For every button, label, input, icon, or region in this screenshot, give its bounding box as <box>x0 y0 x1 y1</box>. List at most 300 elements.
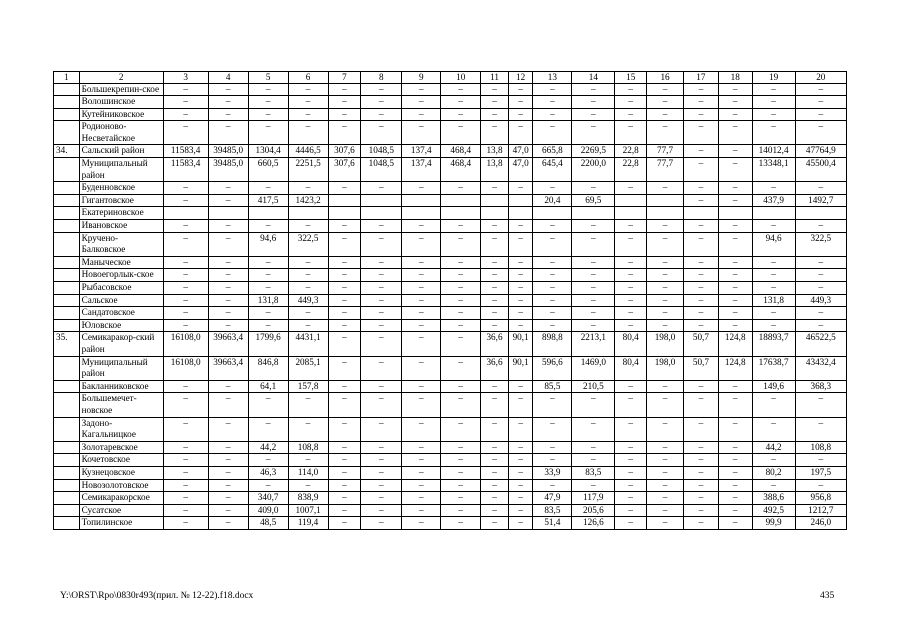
value-cell: – <box>361 441 402 454</box>
territory-name-cell: Кузнецовское <box>79 466 163 479</box>
value-cell: 47,0 <box>508 145 533 158</box>
value-cell: 11583,4 <box>163 158 208 182</box>
value-cell: – <box>718 466 752 479</box>
value-cell <box>248 207 288 220</box>
value-cell: – <box>402 232 441 256</box>
value-cell: – <box>361 380 402 393</box>
value-cell: – <box>718 492 752 505</box>
value-cell: – <box>288 121 328 145</box>
value-cell: – <box>441 282 481 295</box>
row-number-cell <box>54 307 80 320</box>
value-cell: – <box>361 220 402 233</box>
value-cell: – <box>481 83 509 96</box>
value-cell: – <box>163 307 208 320</box>
value-cell: – <box>615 182 647 195</box>
territory-name-cell: Кочетовское <box>79 454 163 467</box>
value-cell: 47,9 <box>533 492 572 505</box>
value-cell: 46,3 <box>248 466 288 479</box>
value-cell: – <box>361 479 402 492</box>
value-cell: – <box>615 282 647 295</box>
value-cell: – <box>163 294 208 307</box>
value-cell: – <box>248 108 288 121</box>
footer-file-path: Y:\ORST\Rpo\0830r493(прил. № 12-22).f18.docx <box>60 591 254 601</box>
value-cell: – <box>508 441 533 454</box>
value-cell: – <box>163 256 208 269</box>
value-cell: – <box>508 108 533 121</box>
value-cell: – <box>248 269 288 282</box>
value-cell: – <box>481 319 509 332</box>
value-cell: 449,3 <box>795 294 846 307</box>
row-number-cell <box>54 479 80 492</box>
value-cell: – <box>328 307 361 320</box>
value-cell: 1212,7 <box>795 504 846 517</box>
value-cell: – <box>718 232 752 256</box>
value-cell: – <box>361 504 402 517</box>
value-cell: – <box>361 307 402 320</box>
value-cell <box>208 207 248 220</box>
value-cell: – <box>683 194 718 207</box>
value-cell: – <box>441 220 481 233</box>
value-cell: – <box>441 466 481 479</box>
value-cell: 131,8 <box>248 294 288 307</box>
value-cell: – <box>208 380 248 393</box>
value-cell: – <box>361 319 402 332</box>
value-cell <box>481 207 509 220</box>
value-cell: – <box>328 220 361 233</box>
value-cell: – <box>572 108 615 121</box>
value-cell: – <box>572 96 615 109</box>
value-cell: – <box>163 466 208 479</box>
value-cell: – <box>402 479 441 492</box>
value-cell: – <box>441 479 481 492</box>
value-cell: 36,6 <box>481 356 509 380</box>
value-cell <box>481 194 509 207</box>
territory-name-cell: Маныческое <box>79 256 163 269</box>
value-cell: – <box>683 220 718 233</box>
value-cell: – <box>752 319 795 332</box>
territory-name-cell: Новоегорлык-ское <box>79 269 163 282</box>
value-cell: – <box>533 454 572 467</box>
value-cell: – <box>163 269 208 282</box>
value-cell: – <box>208 319 248 332</box>
value-cell: – <box>647 256 684 269</box>
column-header: 15 <box>615 72 647 84</box>
value-cell: 117,9 <box>572 492 615 505</box>
value-cell: – <box>647 504 684 517</box>
value-cell: 1048,5 <box>361 145 402 158</box>
value-cell: – <box>361 356 402 380</box>
value-cell: – <box>288 307 328 320</box>
row-number-cell <box>54 269 80 282</box>
value-cell: – <box>288 282 328 295</box>
row-number-cell <box>54 504 80 517</box>
value-cell: – <box>683 319 718 332</box>
value-cell: – <box>718 294 752 307</box>
value-cell: 80,4 <box>615 356 647 380</box>
row-number-cell <box>54 96 80 109</box>
value-cell: – <box>533 182 572 195</box>
value-cell: – <box>328 504 361 517</box>
value-cell: 468,4 <box>441 145 481 158</box>
value-cell: – <box>361 83 402 96</box>
value-cell: – <box>718 121 752 145</box>
value-cell: – <box>288 454 328 467</box>
value-cell: – <box>328 380 361 393</box>
value-cell: – <box>361 466 402 479</box>
value-cell: – <box>615 307 647 320</box>
value-cell: – <box>402 294 441 307</box>
territory-name-cell: Рыбасовское <box>79 282 163 295</box>
value-cell: – <box>683 256 718 269</box>
value-cell: – <box>572 319 615 332</box>
value-cell: 108,8 <box>795 441 846 454</box>
value-cell: – <box>208 393 248 417</box>
value-cell: – <box>795 393 846 417</box>
row-number-cell <box>54 441 80 454</box>
territory-name-cell: Сальский район <box>79 145 163 158</box>
value-cell: – <box>328 393 361 417</box>
value-cell: 1469,0 <box>572 356 615 380</box>
value-cell: – <box>481 121 509 145</box>
value-cell: 69,5 <box>572 194 615 207</box>
table-row <box>54 454 847 467</box>
value-cell: – <box>615 108 647 121</box>
value-cell: – <box>752 282 795 295</box>
row-number-cell <box>54 294 80 307</box>
territory-name-cell: Родионово-Несветайское <box>79 121 163 145</box>
value-cell <box>752 207 795 220</box>
table-row <box>54 96 847 109</box>
value-cell: – <box>752 417 795 441</box>
value-cell <box>572 207 615 220</box>
value-cell: – <box>533 121 572 145</box>
value-cell: – <box>481 220 509 233</box>
row-number-cell <box>54 319 80 332</box>
header-row <box>54 72 847 84</box>
value-cell: 307,6 <box>328 158 361 182</box>
value-cell: – <box>508 393 533 417</box>
value-cell: 83,5 <box>533 504 572 517</box>
value-cell: – <box>752 479 795 492</box>
value-cell: – <box>288 256 328 269</box>
table-row <box>54 356 847 380</box>
value-cell: – <box>508 479 533 492</box>
value-cell: – <box>402 182 441 195</box>
value-cell: – <box>248 319 288 332</box>
territory-name-cell: Буденновское <box>79 182 163 195</box>
value-cell: – <box>288 269 328 282</box>
territory-name-cell: Сандатовское <box>79 307 163 320</box>
value-cell: 838,9 <box>288 492 328 505</box>
value-cell: – <box>441 332 481 356</box>
value-cell: – <box>328 319 361 332</box>
value-cell: – <box>248 393 288 417</box>
value-cell: – <box>615 441 647 454</box>
value-cell: – <box>441 269 481 282</box>
value-cell: – <box>795 121 846 145</box>
value-cell: – <box>683 282 718 295</box>
value-cell: 131,8 <box>752 294 795 307</box>
value-cell: 340,7 <box>248 492 288 505</box>
row-number-cell <box>54 454 80 467</box>
value-cell: – <box>402 220 441 233</box>
value-cell: 46522,5 <box>795 332 846 356</box>
value-cell: – <box>615 454 647 467</box>
value-cell: – <box>615 479 647 492</box>
value-cell: – <box>361 454 402 467</box>
value-cell: – <box>208 83 248 96</box>
table-row <box>54 108 847 121</box>
value-cell: – <box>441 121 481 145</box>
value-cell: – <box>508 96 533 109</box>
value-cell: – <box>683 145 718 158</box>
table-row <box>54 319 847 332</box>
value-cell: 1423,2 <box>288 194 328 207</box>
value-cell: – <box>795 83 846 96</box>
value-cell: – <box>481 479 509 492</box>
value-cell: 124,8 <box>718 332 752 356</box>
value-cell: – <box>441 182 481 195</box>
value-cell: – <box>752 307 795 320</box>
value-cell: – <box>647 121 684 145</box>
territory-name-cell: Золотаревское <box>79 441 163 454</box>
value-cell: – <box>402 282 441 295</box>
value-cell: – <box>615 393 647 417</box>
value-cell: 4446,5 <box>288 145 328 158</box>
value-cell: – <box>647 454 684 467</box>
value-cell: – <box>683 517 718 530</box>
value-cell: – <box>683 96 718 109</box>
value-cell: – <box>795 282 846 295</box>
value-cell: – <box>402 454 441 467</box>
value-cell: – <box>647 108 684 121</box>
value-cell: – <box>328 232 361 256</box>
value-cell: – <box>718 194 752 207</box>
value-cell: – <box>615 417 647 441</box>
column-header: 13 <box>533 72 572 84</box>
table-row <box>54 517 847 530</box>
value-cell: – <box>481 417 509 441</box>
value-cell <box>795 207 846 220</box>
territory-name-cell: Кручено-Балковское <box>79 232 163 256</box>
value-cell: – <box>288 393 328 417</box>
value-cell: – <box>533 479 572 492</box>
value-cell: 44,2 <box>248 441 288 454</box>
value-cell: – <box>752 182 795 195</box>
value-cell: – <box>441 294 481 307</box>
value-cell: 39485,0 <box>208 158 248 182</box>
column-header: 20 <box>795 72 846 84</box>
value-cell: – <box>288 319 328 332</box>
value-cell: – <box>752 269 795 282</box>
value-cell: – <box>683 182 718 195</box>
value-cell: – <box>718 380 752 393</box>
value-cell <box>508 207 533 220</box>
value-cell: – <box>481 504 509 517</box>
value-cell: – <box>328 256 361 269</box>
value-cell: – <box>572 417 615 441</box>
territory-name-cell: Кутейниковское <box>79 108 163 121</box>
value-cell: – <box>361 269 402 282</box>
data-table <box>53 71 847 530</box>
value-cell: 645,4 <box>533 158 572 182</box>
value-cell: – <box>248 417 288 441</box>
row-number-cell <box>54 182 80 195</box>
value-cell: – <box>402 269 441 282</box>
value-cell: 119,4 <box>288 517 328 530</box>
value-cell: 18893,7 <box>752 332 795 356</box>
value-cell: – <box>533 220 572 233</box>
value-cell: – <box>508 121 533 145</box>
row-number-cell <box>54 83 80 96</box>
value-cell: – <box>441 232 481 256</box>
value-cell: 33,9 <box>533 466 572 479</box>
value-cell: 368,3 <box>795 380 846 393</box>
value-cell: – <box>163 417 208 441</box>
row-number-cell <box>54 194 80 207</box>
territory-name-cell: Большемечет-новское <box>79 393 163 417</box>
value-cell: – <box>248 479 288 492</box>
value-cell: – <box>683 108 718 121</box>
value-cell: – <box>647 220 684 233</box>
value-cell: 468,4 <box>441 158 481 182</box>
value-cell: – <box>647 96 684 109</box>
value-cell: – <box>718 108 752 121</box>
value-cell: – <box>795 182 846 195</box>
value-cell: 39485,0 <box>208 145 248 158</box>
value-cell: – <box>481 232 509 256</box>
value-cell: – <box>441 393 481 417</box>
value-cell: – <box>647 393 684 417</box>
territory-name-cell: Бакланниковское <box>79 380 163 393</box>
value-cell: – <box>208 108 248 121</box>
value-cell: – <box>208 441 248 454</box>
value-cell: – <box>533 319 572 332</box>
table-row <box>54 417 847 441</box>
table-row <box>54 269 847 282</box>
value-cell: – <box>795 108 846 121</box>
value-cell: – <box>402 393 441 417</box>
value-cell: – <box>248 282 288 295</box>
value-cell: – <box>288 83 328 96</box>
value-cell: – <box>647 269 684 282</box>
value-cell: – <box>615 466 647 479</box>
value-cell: 205,6 <box>572 504 615 517</box>
value-cell: – <box>718 479 752 492</box>
value-cell: – <box>208 96 248 109</box>
value-cell: 2269,5 <box>572 145 615 158</box>
column-header: 1 <box>54 72 80 84</box>
value-cell: 1048,5 <box>361 158 402 182</box>
value-cell: – <box>683 380 718 393</box>
value-cell: – <box>615 96 647 109</box>
value-cell: – <box>572 479 615 492</box>
value-cell: – <box>752 96 795 109</box>
value-cell: – <box>533 256 572 269</box>
value-cell: – <box>615 380 647 393</box>
value-cell: – <box>328 96 361 109</box>
value-cell: – <box>481 380 509 393</box>
table-row <box>54 466 847 479</box>
row-number-cell <box>54 393 80 417</box>
value-cell: – <box>647 232 684 256</box>
value-cell: 50,7 <box>683 332 718 356</box>
value-cell: – <box>718 319 752 332</box>
value-cell: 2200,0 <box>572 158 615 182</box>
value-cell: – <box>163 232 208 256</box>
value-cell: – <box>647 182 684 195</box>
value-cell: – <box>718 454 752 467</box>
value-cell: – <box>752 393 795 417</box>
value-cell: – <box>328 83 361 96</box>
value-cell: – <box>508 294 533 307</box>
value-cell: – <box>752 454 795 467</box>
value-cell: – <box>402 256 441 269</box>
row-number-cell <box>54 282 80 295</box>
value-cell: – <box>615 232 647 256</box>
value-cell: 1492,7 <box>795 194 846 207</box>
value-cell: – <box>615 504 647 517</box>
territory-name-cell: Новозолотовское <box>79 479 163 492</box>
value-cell <box>508 194 533 207</box>
value-cell: – <box>533 108 572 121</box>
value-cell: 20,4 <box>533 194 572 207</box>
value-cell: – <box>533 294 572 307</box>
territory-name-cell: Семикаракор-ский район <box>79 332 163 356</box>
value-cell: – <box>402 466 441 479</box>
row-number-cell <box>54 158 80 182</box>
value-cell: – <box>718 220 752 233</box>
value-cell: – <box>402 517 441 530</box>
value-cell: 16108,0 <box>163 356 208 380</box>
value-cell: – <box>328 441 361 454</box>
territory-name-cell: Гигантовское <box>79 194 163 207</box>
value-cell: – <box>683 121 718 145</box>
value-cell: – <box>402 380 441 393</box>
value-cell: – <box>647 319 684 332</box>
value-cell: 13,8 <box>481 158 509 182</box>
value-cell: 22,8 <box>615 158 647 182</box>
value-cell: – <box>718 282 752 295</box>
value-cell: – <box>508 466 533 479</box>
value-cell: – <box>288 417 328 441</box>
value-cell: – <box>508 454 533 467</box>
value-cell: 126,6 <box>572 517 615 530</box>
value-cell: 48,5 <box>248 517 288 530</box>
value-cell <box>328 207 361 220</box>
territory-name-cell: Юловское <box>79 319 163 332</box>
value-cell: – <box>248 83 288 96</box>
value-cell: – <box>533 96 572 109</box>
value-cell: – <box>795 96 846 109</box>
row-number-cell <box>54 108 80 121</box>
value-cell: – <box>683 158 718 182</box>
table-row <box>54 83 847 96</box>
value-cell: – <box>718 96 752 109</box>
value-cell: – <box>361 232 402 256</box>
territory-name-cell: Большекрепин-ское <box>79 83 163 96</box>
value-cell: 388,6 <box>752 492 795 505</box>
value-cell: 77,7 <box>647 158 684 182</box>
value-cell: – <box>572 182 615 195</box>
value-cell: – <box>208 182 248 195</box>
row-number-cell <box>54 232 80 256</box>
value-cell: – <box>361 108 402 121</box>
value-cell: – <box>508 269 533 282</box>
value-cell: – <box>328 466 361 479</box>
value-cell: – <box>328 356 361 380</box>
value-cell: – <box>208 479 248 492</box>
